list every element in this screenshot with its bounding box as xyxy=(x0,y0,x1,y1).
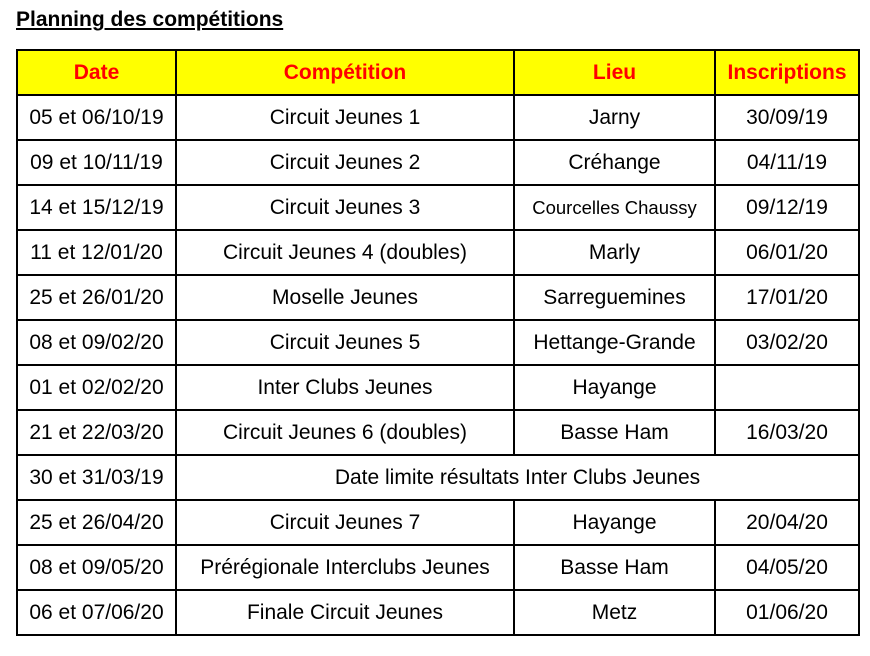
cell-inscriptions: 06/01/20 xyxy=(715,230,859,275)
table-row xyxy=(17,410,859,455)
cell-note: Date limite résultats Inter Clubs Jeunes xyxy=(176,455,859,500)
cell-date: 08 et 09/02/20 xyxy=(17,320,176,365)
cell-lieu: Marly xyxy=(514,230,715,275)
table-row xyxy=(17,95,859,140)
cell-lieu: Hayange xyxy=(514,500,715,545)
cell-inscriptions: 30/09/19 xyxy=(715,95,859,140)
cell-inscriptions: 01/06/20 xyxy=(715,590,859,635)
competition-schedule-table xyxy=(16,49,860,636)
cell-date: 14 et 15/12/19 xyxy=(17,185,176,230)
table-row xyxy=(17,365,859,410)
cell-inscriptions: 04/11/19 xyxy=(715,140,859,185)
table-row xyxy=(17,590,859,635)
cell-competition: Circuit Jeunes 2 xyxy=(176,140,514,185)
header-date: Date xyxy=(17,50,176,95)
table-row xyxy=(17,185,859,230)
cell-competition: Circuit Jeunes 1 xyxy=(176,95,514,140)
cell-competition: Moselle Jeunes xyxy=(176,275,514,320)
cell-lieu: Metz xyxy=(514,590,715,635)
cell-date: 21 et 22/03/20 xyxy=(17,410,176,455)
table-row-note xyxy=(17,455,859,500)
header-row xyxy=(17,50,859,95)
table-row xyxy=(17,500,859,545)
cell-lieu: Basse Ham xyxy=(514,410,715,455)
cell-competition: Circuit Jeunes 5 xyxy=(176,320,514,365)
cell-lieu: Jarny xyxy=(514,95,715,140)
cell-inscriptions: 17/01/20 xyxy=(715,275,859,320)
cell-lieu: Créhange xyxy=(514,140,715,185)
cell-lieu: Hayange xyxy=(514,365,715,410)
cell-date: 08 et 09/05/20 xyxy=(17,545,176,590)
cell-date: 25 et 26/01/20 xyxy=(17,275,176,320)
cell-competition: Circuit Jeunes 3 xyxy=(176,185,514,230)
cell-inscriptions: 04/05/20 xyxy=(715,545,859,590)
table-row xyxy=(17,320,859,365)
cell-inscriptions xyxy=(715,365,859,410)
cell-lieu: Basse Ham xyxy=(514,545,715,590)
cell-date: 06 et 07/06/20 xyxy=(17,590,176,635)
table-row xyxy=(17,140,859,185)
table-row xyxy=(17,230,859,275)
cell-competition: Circuit Jeunes 6 (doubles) xyxy=(176,410,514,455)
cell-competition: Circuit Jeunes 4 (doubles) xyxy=(176,230,514,275)
cell-competition: Prérégionale Interclubs Jeunes xyxy=(176,545,514,590)
cell-date: 30 et 31/03/19 xyxy=(17,455,176,500)
cell-date: 25 et 26/04/20 xyxy=(17,500,176,545)
table-row xyxy=(17,545,859,590)
cell-date: 01 et 02/02/20 xyxy=(17,365,176,410)
cell-lieu: Sarreguemines xyxy=(514,275,715,320)
cell-competition: Circuit Jeunes 7 xyxy=(176,500,514,545)
cell-lieu: Courcelles Chaussy xyxy=(514,185,715,230)
table-row xyxy=(17,275,859,320)
cell-inscriptions: 16/03/20 xyxy=(715,410,859,455)
cell-inscriptions: 09/12/19 xyxy=(715,185,859,230)
page-title: Planning des compétitions xyxy=(16,8,284,31)
cell-inscriptions: 03/02/20 xyxy=(715,320,859,365)
cell-date: 11 et 12/01/20 xyxy=(17,230,176,275)
header-lieu: Lieu xyxy=(514,50,715,95)
cell-competition: Inter Clubs Jeunes xyxy=(176,365,514,410)
header-inscriptions: Inscriptions xyxy=(715,50,859,95)
cell-date: 09 et 10/11/19 xyxy=(17,140,176,185)
cell-date: 05 et 06/10/19 xyxy=(17,95,176,140)
cell-inscriptions: 20/04/20 xyxy=(715,500,859,545)
cell-lieu: Hettange-Grande xyxy=(514,320,715,365)
cell-competition: Finale Circuit Jeunes xyxy=(176,590,514,635)
header-competition: Compétition xyxy=(176,50,514,95)
